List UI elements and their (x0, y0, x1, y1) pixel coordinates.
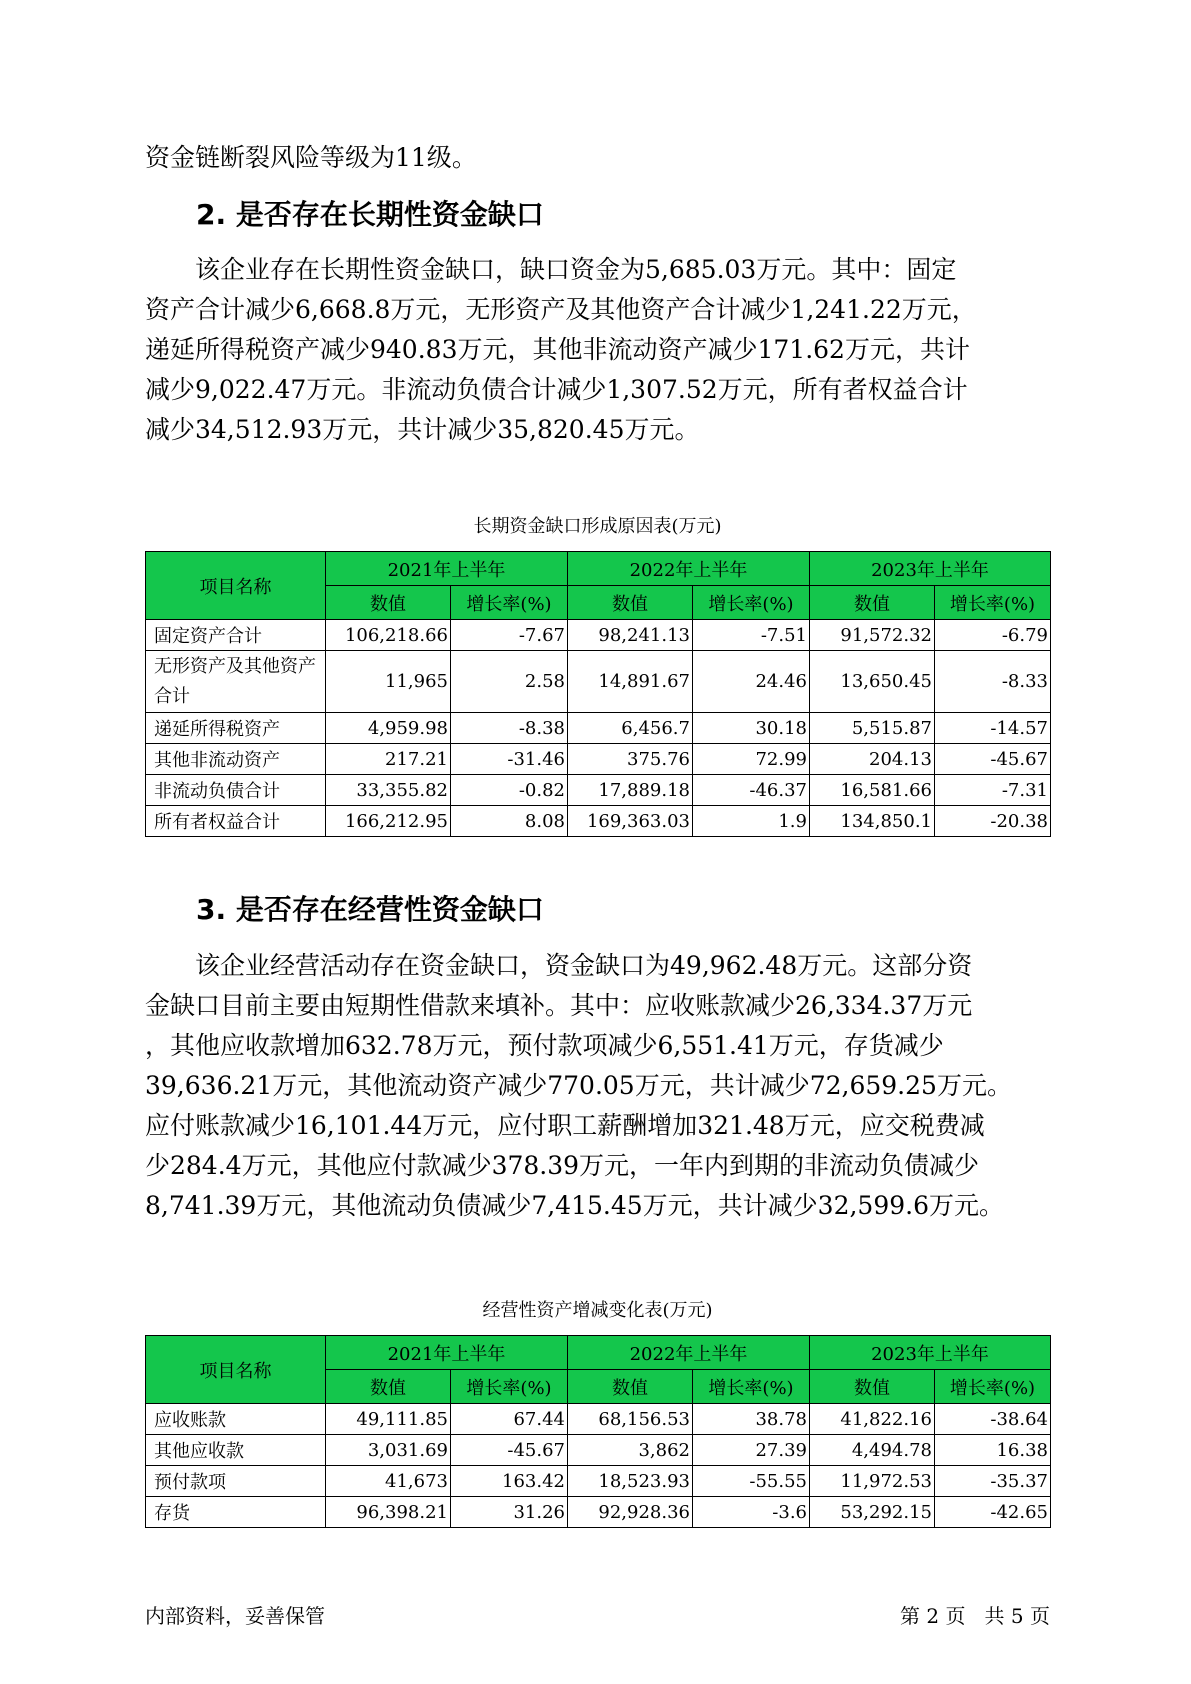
col-header-period: 2022年上半年 (568, 1336, 810, 1370)
cell-value: 91,572.32 (810, 620, 935, 651)
cell-value: 41,822.16 (810, 1404, 935, 1435)
cell-growth-rate: 24.46 (693, 651, 810, 713)
cell-value: 18,523.93 (568, 1466, 693, 1497)
cell-value: 49,111.85 (326, 1404, 451, 1435)
col-header-value: 数值 (568, 586, 693, 620)
cell-value: 13,650.45 (810, 651, 935, 713)
cell-value: 4,959.98 (326, 713, 451, 744)
cell-value: 53,292.15 (810, 1497, 935, 1528)
col-header-rate: 增长率(%) (451, 586, 568, 620)
col-header-value: 数值 (810, 586, 935, 620)
cell-growth-rate: -7.51 (693, 620, 810, 651)
table-row (146, 1497, 1051, 1528)
cell-growth-rate: -8.33 (935, 651, 1051, 713)
section-3-line: 金缺口目前主要由短期性借款来填补。其中：应收账款减少26,334.37万元 (145, 991, 973, 1020)
cell-growth-rate: 38.78 (693, 1404, 810, 1435)
row-label: 递延所得税资产 (146, 713, 326, 744)
section-3-line: 应付账款减少16,101.44万元，应付职工薪酬增加321.48万元，应交税费减 (145, 1111, 985, 1140)
col-header-period: 2021年上半年 (326, 1336, 568, 1370)
row-label: 其他应收款 (146, 1435, 326, 1466)
row-label: 所有者权益合计 (146, 806, 326, 837)
section-2-heading: 2. 是否存在长期性资金缺口 (196, 198, 544, 231)
table-row (146, 1404, 1051, 1435)
col-header-rate: 增长率(%) (693, 1370, 810, 1404)
cell-growth-rate: -46.37 (693, 775, 810, 806)
cell-growth-rate: -31.46 (451, 744, 568, 775)
cell-growth-rate: 31.26 (451, 1497, 568, 1528)
section-2-line: 减少9,022.47万元。非流动负债合计减少1,307.52万元，所有者权益合计 (145, 375, 968, 404)
table-row (146, 713, 1051, 744)
cell-growth-rate: 1.9 (693, 806, 810, 837)
table-row (146, 1466, 1051, 1497)
row-label: 应收账款 (146, 1404, 326, 1435)
col-header-value: 数值 (326, 586, 451, 620)
cell-value: 11,965 (326, 651, 451, 713)
cell-value: 68,156.53 (568, 1404, 693, 1435)
section-3-line: ，其他应收款增加632.78万元，预付款项减少6,551.41万元，存货减少 (145, 1031, 944, 1060)
cell-growth-rate: 163.42 (451, 1466, 568, 1497)
col-header-rate: 增长率(%) (451, 1370, 568, 1404)
cell-growth-rate: -8.38 (451, 713, 568, 744)
cell-value: 4,494.78 (810, 1435, 935, 1466)
table-long-term-gap (145, 551, 1051, 837)
cell-growth-rate: 67.44 (451, 1404, 568, 1435)
section-3-line: 该企业经营活动存在资金缺口，资金缺口为49,962.48万元。这部分资 (195, 951, 973, 980)
col-header-rate: 增长率(%) (693, 586, 810, 620)
table-2-caption: 经营性资产增减变化表(万元) (482, 1300, 713, 1321)
row-label: 无形资产及其他资产合计 (146, 651, 326, 713)
cell-value: 217.21 (326, 744, 451, 775)
row-label: 预付款项 (146, 1466, 326, 1497)
section-3-heading: 3. 是否存在经营性资金缺口 (196, 893, 544, 926)
cell-growth-rate: -38.64 (935, 1404, 1051, 1435)
cell-value: 166,212.95 (326, 806, 451, 837)
cell-growth-rate: -45.67 (935, 744, 1051, 775)
cell-value: 33,355.82 (326, 775, 451, 806)
col-header-period: 2022年上半年 (568, 552, 810, 586)
cell-value: 5,515.87 (810, 713, 935, 744)
cell-growth-rate: -14.57 (935, 713, 1051, 744)
col-header-item: 项目名称 (146, 1336, 326, 1404)
cell-value: 169,363.03 (568, 806, 693, 837)
cell-value: 17,889.18 (568, 775, 693, 806)
col-header-rate: 增长率(%) (935, 1370, 1051, 1404)
cell-growth-rate: -42.65 (935, 1497, 1051, 1528)
cell-growth-rate: -20.38 (935, 806, 1051, 837)
col-header-value: 数值 (568, 1370, 693, 1404)
col-header-period: 2023年上半年 (810, 552, 1051, 586)
cell-value: 134,850.1 (810, 806, 935, 837)
cell-growth-rate: 2.58 (451, 651, 568, 713)
cell-value: 98,241.13 (568, 620, 693, 651)
section-3-line: 39,636.21万元，其他流动资产减少770.05万元，共计减少72,659.25万元。 (145, 1071, 1012, 1100)
cell-growth-rate: -55.55 (693, 1466, 810, 1497)
cell-growth-rate: -45.67 (451, 1435, 568, 1466)
section-2-line: 资产合计减少6,668.8万元，无形资产及其他资产合计减少1,241.22万元， (145, 295, 977, 324)
col-header-value: 数值 (326, 1370, 451, 1404)
table-row (146, 775, 1051, 806)
cell-value: 106,218.66 (326, 620, 451, 651)
row-label: 固定资产合计 (146, 620, 326, 651)
col-header-value: 数值 (810, 1370, 935, 1404)
cell-growth-rate: 72.99 (693, 744, 810, 775)
section-3-line: 8,741.39万元，其他流动负债减少7,415.45万元，共计减少32,599.6万元。 (145, 1191, 1004, 1220)
cell-value: 11,972.53 (810, 1466, 935, 1497)
intro-line: 资金链断裂风险等级为11级。 (145, 143, 477, 172)
cell-value: 6,456.7 (568, 713, 693, 744)
cell-value: 3,031.69 (326, 1435, 451, 1466)
cell-growth-rate: 8.08 (451, 806, 568, 837)
row-label: 存货 (146, 1497, 326, 1528)
cell-growth-rate: -6.79 (935, 620, 1051, 651)
cell-value: 204.13 (810, 744, 935, 775)
cell-growth-rate: -7.67 (451, 620, 568, 651)
cell-growth-rate: 16.38 (935, 1435, 1051, 1466)
cell-value: 16,581.66 (810, 775, 935, 806)
col-header-period: 2021年上半年 (326, 552, 568, 586)
section-3-paragraph (145, 946, 1050, 1226)
section-2-line: 递延所得税资产减少940.83万元，其他非流动资产减少171.62万元，共计 (145, 335, 970, 364)
table-operating-assets (145, 1335, 1051, 1528)
section-2-line: 减少34,512.93万元，共计减少35,820.45万元。 (145, 415, 700, 444)
col-header-rate: 增长率(%) (935, 586, 1051, 620)
cell-value: 3,862 (568, 1435, 693, 1466)
table-1-caption: 长期资金缺口形成原因表(万元) (473, 516, 722, 537)
table-row (146, 1435, 1051, 1466)
row-label: 非流动负债合计 (146, 775, 326, 806)
table-row (146, 651, 1051, 713)
row-label: 其他非流动资产 (146, 744, 326, 775)
page-number: 第 2 页 共 5 页 (900, 1604, 1050, 1628)
cell-growth-rate: -35.37 (935, 1466, 1051, 1497)
cell-value: 92,928.36 (568, 1497, 693, 1528)
section-2-line: 该企业存在长期性资金缺口，缺口资金为5,685.03万元。其中：固定 (195, 255, 957, 284)
col-header-period: 2023年上半年 (810, 1336, 1051, 1370)
footer-note: 内部资料，妥善保管 (145, 1604, 325, 1628)
cell-growth-rate: 30.18 (693, 713, 810, 744)
cell-growth-rate: -7.31 (935, 775, 1051, 806)
table-row (146, 744, 1051, 775)
cell-value: 41,673 (326, 1466, 451, 1497)
cell-growth-rate: -3.6 (693, 1497, 810, 1528)
cell-value: 14,891.67 (568, 651, 693, 713)
col-header-item: 项目名称 (146, 552, 326, 620)
section-3-line: 少284.4万元，其他应付款减少378.39万元，一年内到期的非流动负债减少 (145, 1151, 980, 1180)
cell-value: 375.76 (568, 744, 693, 775)
cell-growth-rate: 27.39 (693, 1435, 810, 1466)
table-row (146, 806, 1051, 837)
section-2-paragraph (145, 250, 1050, 450)
table-row (146, 620, 1051, 651)
cell-value: 96,398.21 (326, 1497, 451, 1528)
cell-growth-rate: -0.82 (451, 775, 568, 806)
